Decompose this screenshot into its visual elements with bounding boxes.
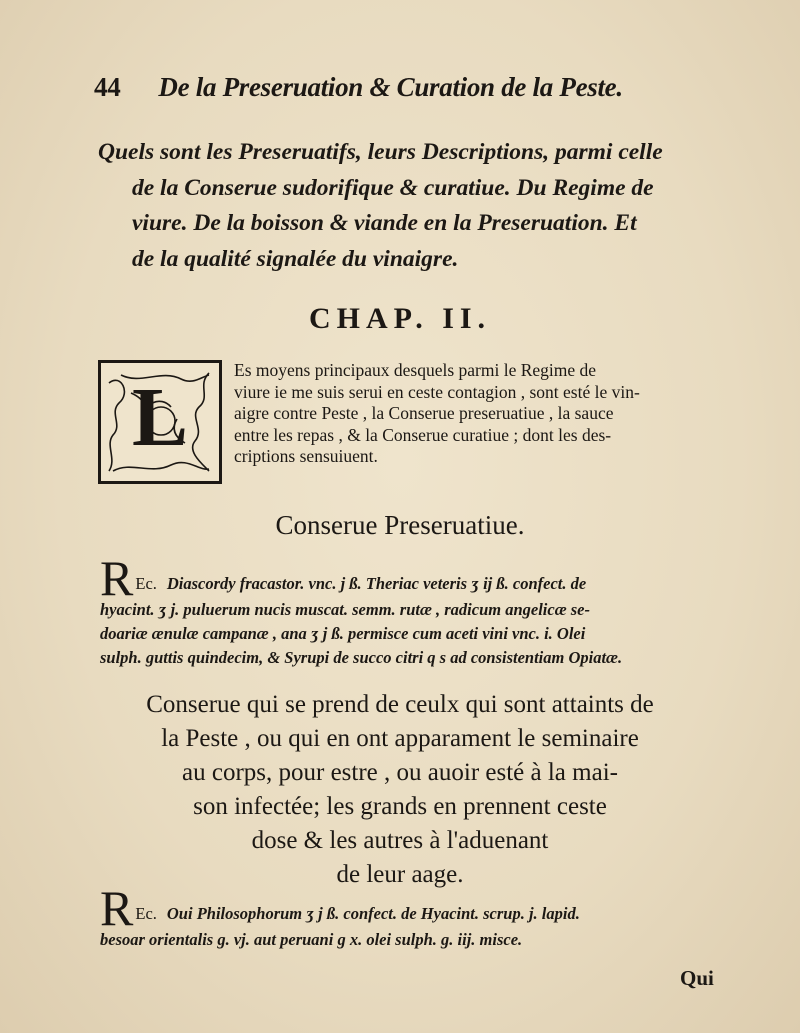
paragraph-line: dose & les autres à l'aduenant <box>251 827 549 854</box>
section-title: Conserue Preseruatiue. <box>275 510 525 540</box>
chapter-body <box>234 360 724 468</box>
recipe-line: besoar orientalis g. vj. aut peruani g x. olei sulph. g. iij. misce. <box>100 930 523 949</box>
summary-line: Quels sont les Preseruatifs, leurs Descriptions, parmi celle <box>98 139 663 165</box>
catchword: Qui <box>680 966 714 990</box>
chapter-title: CHAP. II. <box>308 302 492 335</box>
summary-line: de la Conserue sudorifique & curatiue. Du Regime de <box>132 174 654 201</box>
paragraph-curatiue <box>0 688 800 892</box>
recipe-ec: Ec. <box>135 574 157 593</box>
body-line: entre les repas , & la Conserue curatiue ; dont les des- <box>234 424 612 445</box>
body-line: aigre contre Peste , la Conserue preseruatiue , la sauce <box>234 403 614 424</box>
recipe-curatiue <box>100 880 740 952</box>
chapter-summary <box>98 135 728 277</box>
ornamental-initial-icon <box>101 363 219 481</box>
paragraph-line: la Peste , ou qui en ont apparament le seminaire <box>161 725 639 752</box>
recipe-initial: R <box>100 550 134 606</box>
running-title: De la Preseruation & Curation de la Peste. <box>158 72 623 102</box>
recipe-line: sulph. guttis quindecim, & Syrupi de succo citri q s ad consistentiam Opiatæ. <box>100 648 623 667</box>
paragraph-line: son infectée; les grands en prennent ceste <box>193 793 607 820</box>
recipe-line: doariæ ænulæ campanæ , ana ʒ j ß. permisce cum aceti vini vnc. i. Olei <box>100 624 586 643</box>
recipe-text: Diascordy fracastor. vnc. j ß. Theriac veteris ʒ ij ß. confect. de <box>166 574 587 593</box>
page-number: 44 <box>94 72 121 102</box>
body-line: criptions sensuiuent. <box>234 446 378 467</box>
drop-cap-letter: L <box>131 371 189 464</box>
summary-line: viure. De la boisson & viande en la Preseruation. Et <box>132 210 637 236</box>
recipe-line: hyacint. ʒ j. puluerum nucis muscat. semm. rutæ , radicum angelicæ se- <box>100 600 590 619</box>
paragraph-line: au corps, pour estre , ou auoir esté à la mai- <box>182 759 618 786</box>
recipe-line <box>100 550 740 606</box>
body-line: Es moyens principaux desquels parmi le Regime de <box>234 360 597 380</box>
running-head <box>94 72 734 112</box>
body-line: viure ie me suis serui en ceste contagion , sont esté le vin- <box>234 381 640 402</box>
paragraph-line: de leur aage. <box>336 861 464 888</box>
recipe-ec: Ec. <box>135 904 157 923</box>
drop-cap-initial <box>98 360 222 484</box>
recipe-line <box>100 880 740 936</box>
recipe-initial: R <box>100 880 134 936</box>
recipe-preseruatiue <box>100 550 740 670</box>
paragraph-line: Conserue qui se prend de ceulx qui sont attaints de <box>146 691 654 718</box>
summary-line: de la qualité signalée du vinaigre. <box>132 245 459 272</box>
recipe-text: Oui Philosophorum ʒ j ß. confect. de Hyacint. scrup. j. lapid. <box>166 904 580 923</box>
